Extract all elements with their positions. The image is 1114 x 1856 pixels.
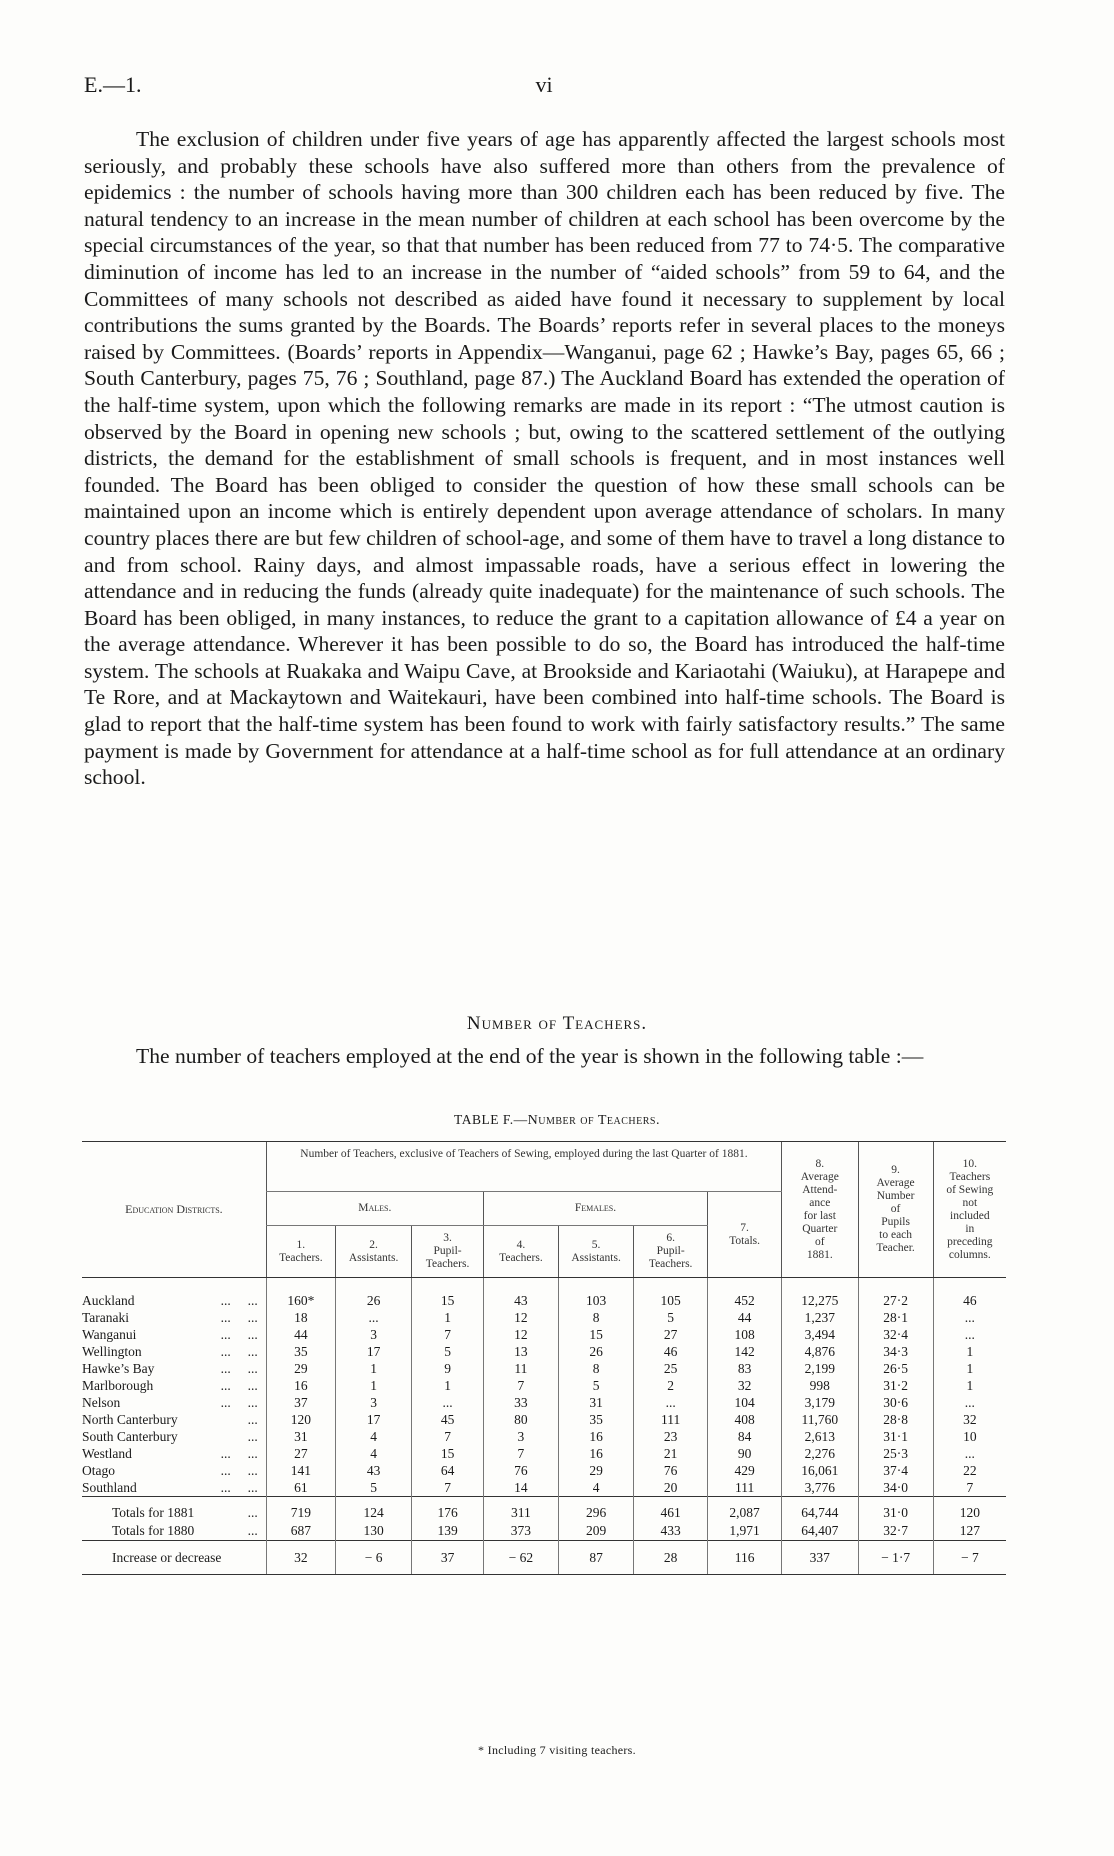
cell-col-10: 120 xyxy=(933,1504,1006,1522)
body-paragraph: The exclusion of children under five years of age has apparently affected the largest schools most seriously, and probably these schools have also suffered more than others from the prevalence of epidemics : the number of schools having more than 300 children each has been reduced by five. The natural tendency to an increase in the mean number of children at each school has been overcome by the special circumstances of the year, so that that number has been reduced from 77 to 74·5. The comparative diminution of income has led to an increase in the number of “aided schools” from 59 to 64, and the Committees of many schools not described as aided have found it necessary to supplement by local contributions the sums granted by the Boards. The Boards’ reports refer in several places to the moneys raised by Committees. (Boards’ reports in Appendix—Wanganui, page 62 ; Hawke’s Bay, pages 65, 66 ; South Canterbury, pages 75, 76 ; Southland, page 87.) The Auckland Board has extended the operation of the half-time system, upon which the following remarks are made in its report : “The utmost caution is observed by the Board in opening new schools ; but, owing to the scattered settlement of the outlying districts, the demand for the establishment of small schools is frequent, and in most instances well founded. The Board has been obliged to consider the question of how these small schools can be maintained upon an income which is entirely dependent upon average attendance of scholars. In many country places there are but few children of school-age, and some of them have to travel a long distance to and from school. Rainy days, and almost impassable roads, have a serious effect in lowering the attendance and in reducing the funds (already quite inadequate) for the maintenance of such schools. The Board has been obliged, in many instances, to reduce the grant to a capitation allowance of £4 a year on the average attendance. Wherever it has been possible to do so, the Board has introduced the half-time system. The schools at Ruakaka and Waipu Cave, at Brookside and Kariaotahi (Waiuku), at Harapepe and Te Rore, and at Mackaytown and Waitekauri, have been combined into half-time schools. The Board is glad to report that the half-time system has been found to work with fairly satisfactory results.” The same payment is made by Government for attendance at a half-time school as for full attendance at an ordinary school. xyxy=(84,127,1005,790)
header-line: of xyxy=(815,1235,825,1248)
cell-col-9: 37·4 xyxy=(858,1462,933,1479)
cell-col-8: 12,275 xyxy=(782,1292,858,1309)
cell-col-8: 2,613 xyxy=(782,1428,858,1445)
cell-col-2: 130 xyxy=(335,1522,411,1541)
cell-col-3: 176 xyxy=(412,1504,484,1522)
district-row xyxy=(82,1326,1006,1343)
cell-col-4: 76 xyxy=(483,1462,558,1479)
header-col-5 xyxy=(559,1226,634,1278)
district-label: Increase or decrease xyxy=(112,1550,222,1565)
cell-col-5: 15 xyxy=(559,1326,634,1343)
cell-col-3: 1 xyxy=(412,1309,484,1326)
header-line: Average xyxy=(876,1177,915,1189)
cell-col-7: 32 xyxy=(708,1377,782,1394)
cell-col-1: 719 xyxy=(266,1504,335,1522)
cell-col-4: 14 xyxy=(483,1479,558,1497)
header-districts: Education Districts. xyxy=(82,1142,266,1278)
header-col-3 xyxy=(412,1226,484,1278)
cell-col-3: 45 xyxy=(412,1411,484,1428)
cell-col-4: 311 xyxy=(483,1504,558,1522)
cell-col-5: 4 xyxy=(559,1479,634,1497)
header-line: ance xyxy=(809,1196,831,1209)
cell-col-8: 3,494 xyxy=(782,1326,858,1343)
cell-col-4: 33 xyxy=(483,1394,558,1411)
header-col-6 xyxy=(634,1226,708,1278)
header-line: preceding xyxy=(947,1235,993,1248)
cell-col-2: 43 xyxy=(335,1462,411,1479)
cell-col-10: 127 xyxy=(933,1522,1006,1541)
header-line: Teachers. xyxy=(648,1258,693,1270)
teachers-table xyxy=(82,1141,1006,1575)
cell-col-3: 139 xyxy=(412,1522,484,1541)
cell-col-5: 16 xyxy=(559,1428,634,1445)
page-number: vi xyxy=(535,72,553,97)
district-label: Totals for 1881 xyxy=(112,1505,195,1520)
cell-col-2: 3 xyxy=(335,1394,411,1411)
cell-col-7: 44 xyxy=(708,1309,782,1326)
cell-col-6: 21 xyxy=(634,1445,708,1462)
leader-dots: ... ... xyxy=(220,1479,258,1495)
cell-col-5: 296 xyxy=(559,1504,634,1522)
cell-col-6: 27 xyxy=(634,1326,708,1343)
cell-col-1: 29 xyxy=(266,1360,335,1377)
district-label: Totals for 1880 xyxy=(112,1523,195,1538)
cell-col-8: 64,744 xyxy=(782,1504,858,1522)
header-line: Pupils xyxy=(881,1216,910,1228)
leader-dots: ... ... xyxy=(220,1292,258,1308)
district-name xyxy=(82,1360,266,1377)
district-row xyxy=(82,1377,1006,1394)
cell-col-8: 11,760 xyxy=(782,1411,858,1428)
cell-col-2: 17 xyxy=(335,1343,411,1360)
cell-col-5: 8 xyxy=(559,1309,634,1326)
cell-col-8: 3,776 xyxy=(782,1479,858,1497)
cell-col-8: 1,237 xyxy=(782,1309,858,1326)
cell-col-5: 26 xyxy=(559,1343,634,1360)
cell-col-3: 15 xyxy=(412,1445,484,1462)
cell-col-10: 46 xyxy=(933,1292,1006,1309)
cell-col-6: 46 xyxy=(634,1343,708,1360)
header-line: not xyxy=(962,1196,978,1209)
cell-col-5: 29 xyxy=(559,1462,634,1479)
cell-col-9: 28·8 xyxy=(858,1411,933,1428)
col9-text xyxy=(859,1164,933,1255)
table-header xyxy=(82,1142,1006,1278)
district-label: Auckland xyxy=(82,1292,135,1308)
cell-col-7: 408 xyxy=(708,1411,782,1428)
table-footnote: * Including 7 visiting teachers. xyxy=(478,1743,636,1757)
cell-col-7: 429 xyxy=(708,1462,782,1479)
district-row xyxy=(82,1309,1006,1326)
cell-col-2: 1 xyxy=(335,1377,411,1394)
cell-col-4: 11 xyxy=(483,1360,558,1377)
cell-col-2: 5 xyxy=(335,1479,411,1497)
district-row xyxy=(82,1462,1006,1479)
cell-col-9: 28·1 xyxy=(858,1309,933,1326)
district-name xyxy=(82,1504,266,1522)
separator-row xyxy=(82,1496,1006,1504)
leader-dots: ... ... xyxy=(220,1462,258,1478)
cell-col-2: 26 xyxy=(335,1292,411,1309)
teachers-table-wrap xyxy=(82,1141,1006,1575)
header-group: Number of Teachers, exclusive of Teachers of Sewing, employed during the last Quarter of 1881. xyxy=(266,1142,781,1192)
page-header xyxy=(84,72,1004,102)
district-row xyxy=(82,1445,1006,1462)
district-name xyxy=(82,1479,266,1497)
cell-col-3: 5 xyxy=(412,1343,484,1360)
cell-col-9: 31·1 xyxy=(858,1428,933,1445)
cell-col-6: 28 xyxy=(634,1541,708,1575)
cell-col-8: 16,061 xyxy=(782,1462,858,1479)
district-row xyxy=(82,1479,1006,1497)
cell-col-1: 120 xyxy=(266,1411,335,1428)
cell-col-5: 87 xyxy=(559,1541,634,1575)
cell-col-5: 31 xyxy=(559,1394,634,1411)
cell-col-6: 433 xyxy=(634,1522,708,1541)
district-name xyxy=(82,1522,266,1541)
header-line: 7. xyxy=(740,1221,749,1234)
cell-col-1: 37 xyxy=(266,1394,335,1411)
header-line: 5. xyxy=(591,1238,601,1251)
header-col-7 xyxy=(708,1192,782,1278)
header-females: Females. xyxy=(483,1192,707,1226)
district-name xyxy=(82,1411,266,1428)
cell-col-4: 43 xyxy=(483,1292,558,1309)
cell-col-1: 141 xyxy=(266,1462,335,1479)
cell-col-2: 1 xyxy=(335,1360,411,1377)
section-title: Number of Teachers. xyxy=(466,1013,648,1034)
cell-col-10: 7 xyxy=(933,1479,1006,1497)
leader-dots: ... xyxy=(247,1428,258,1444)
district-row xyxy=(82,1428,1006,1445)
cell-col-1: 18 xyxy=(266,1309,335,1326)
change-row xyxy=(82,1541,1006,1575)
district-row xyxy=(82,1394,1006,1411)
table-body xyxy=(82,1278,1006,1575)
cell-col-7: 83 xyxy=(708,1360,782,1377)
leader-dots: ... ... xyxy=(220,1377,258,1393)
cell-col-9: 31·0 xyxy=(858,1504,933,1522)
cell-col-6: 25 xyxy=(634,1360,708,1377)
cell-col-4: 12 xyxy=(483,1326,558,1343)
header-line: Attend- xyxy=(802,1183,838,1196)
cell-col-2: 124 xyxy=(335,1504,411,1522)
district-label: South Canterbury xyxy=(82,1428,178,1444)
header-col-8 xyxy=(782,1142,858,1278)
header-line: Teachers. xyxy=(425,1258,470,1270)
cell-col-6: 105 xyxy=(634,1292,708,1309)
cell-col-10: 1 xyxy=(933,1360,1006,1377)
leader-dots: ... xyxy=(247,1411,258,1427)
col8-text xyxy=(782,1158,857,1262)
leader-dots: ... ... xyxy=(220,1445,258,1461)
cell-col-10: 10 xyxy=(933,1428,1006,1445)
cell-col-7: 2,087 xyxy=(708,1504,782,1522)
header-line: 10. xyxy=(962,1157,978,1170)
cell-col-5: 16 xyxy=(559,1445,634,1462)
header-line: 3. xyxy=(443,1232,452,1244)
cell-col-2: 4 xyxy=(335,1445,411,1462)
col2-text xyxy=(336,1239,411,1265)
cell-col-1: 16 xyxy=(266,1377,335,1394)
cell-col-10: 1 xyxy=(933,1377,1006,1394)
col5-text xyxy=(559,1239,633,1265)
cell-col-10: 32 xyxy=(933,1411,1006,1428)
district-label: Otago xyxy=(82,1462,115,1478)
cell-col-6: 20 xyxy=(634,1479,708,1497)
cell-col-9: 32·7 xyxy=(858,1522,933,1541)
cell-col-7: 111 xyxy=(708,1479,782,1497)
cell-col-4: 373 xyxy=(483,1522,558,1541)
cell-col-8: 337 xyxy=(782,1541,858,1575)
header-line: 1. xyxy=(296,1238,306,1251)
cell-col-5: 8 xyxy=(559,1360,634,1377)
table-caption-title: Number of Teachers. xyxy=(527,1113,660,1128)
leader-dots: ... ... xyxy=(220,1360,258,1376)
header-line: 2. xyxy=(369,1238,378,1251)
district-label: Wellington xyxy=(82,1343,142,1359)
cell-col-8: 4,876 xyxy=(782,1343,858,1360)
cell-col-8: 3,179 xyxy=(782,1394,858,1411)
cell-col-7: 1,971 xyxy=(708,1522,782,1541)
header-males: Males. xyxy=(266,1192,483,1226)
district-label: Hawke’s Bay xyxy=(82,1360,155,1376)
district-row xyxy=(82,1292,1006,1309)
cell-col-1: 44 xyxy=(266,1326,335,1343)
cell-col-3: 64 xyxy=(412,1462,484,1479)
cell-col-4: − 62 xyxy=(483,1541,558,1575)
cell-col-8: 2,199 xyxy=(782,1360,858,1377)
leader-dots: ... ... xyxy=(220,1394,258,1410)
header-line: Pupil- xyxy=(433,1245,462,1257)
cell-col-10: 22 xyxy=(933,1462,1006,1479)
cell-col-4: 7 xyxy=(483,1377,558,1394)
cell-col-6: 5 xyxy=(634,1309,708,1326)
cell-col-4: 7 xyxy=(483,1445,558,1462)
header-line: for last xyxy=(803,1209,836,1222)
cell-col-8: 2,276 xyxy=(782,1445,858,1462)
header-col-4 xyxy=(483,1226,558,1278)
header-line: 8. xyxy=(815,1157,825,1170)
district-label: Nelson xyxy=(82,1394,121,1410)
cell-col-10: 1 xyxy=(933,1343,1006,1360)
header-line: of xyxy=(890,1203,901,1215)
cell-col-7: 452 xyxy=(708,1292,782,1309)
cell-col-1: 35 xyxy=(266,1343,335,1360)
district-label: North Canterbury xyxy=(82,1411,178,1427)
cell-col-1: 687 xyxy=(266,1522,335,1541)
district-row xyxy=(82,1411,1006,1428)
header-line: 9. xyxy=(891,1164,900,1176)
cell-col-2: ... xyxy=(335,1309,411,1326)
header-line: included xyxy=(950,1209,990,1222)
cell-col-9: 25·3 xyxy=(858,1445,933,1462)
cell-col-4: 13 xyxy=(483,1343,558,1360)
cell-col-9: 26·5 xyxy=(858,1360,933,1377)
header-line: Teachers. xyxy=(279,1251,323,1264)
header-line: to each xyxy=(879,1229,913,1241)
header-line: Teachers xyxy=(949,1170,991,1183)
district-row xyxy=(82,1360,1006,1377)
col1-text xyxy=(267,1239,335,1265)
leader-dots: ... ... xyxy=(220,1326,258,1342)
cell-col-6: 461 xyxy=(634,1504,708,1522)
header-line: Assistants. xyxy=(348,1251,399,1264)
cell-col-3: 9 xyxy=(412,1360,484,1377)
leader-dots: ... ... xyxy=(220,1309,258,1325)
header-col-1 xyxy=(266,1226,335,1278)
cell-col-8: 64,407 xyxy=(782,1522,858,1541)
cell-col-5: 35 xyxy=(559,1411,634,1428)
cell-col-7: 90 xyxy=(708,1445,782,1462)
cell-col-5: 103 xyxy=(559,1292,634,1309)
cell-col-10: ... xyxy=(933,1326,1006,1343)
header-col-2 xyxy=(335,1226,411,1278)
header-line: Pupil- xyxy=(656,1245,685,1257)
cell-col-9: − 1·7 xyxy=(858,1541,933,1575)
district-label: Taranaki xyxy=(82,1309,130,1325)
cell-col-3: 7 xyxy=(412,1428,484,1445)
cell-col-10: − 7 xyxy=(933,1541,1006,1575)
cell-col-5: 5 xyxy=(559,1377,634,1394)
cell-col-7: 108 xyxy=(708,1326,782,1343)
cell-col-2: 17 xyxy=(335,1411,411,1428)
cell-col-10: ... xyxy=(933,1445,1006,1462)
district-name xyxy=(82,1445,266,1462)
district-row xyxy=(82,1343,1006,1360)
cell-col-6: 111 xyxy=(634,1411,708,1428)
header-line: Assistants. xyxy=(571,1251,621,1264)
district-name xyxy=(82,1343,266,1360)
cell-col-9: 34·3 xyxy=(858,1343,933,1360)
cell-col-3: 1 xyxy=(412,1377,484,1394)
cell-col-3: 15 xyxy=(412,1292,484,1309)
cell-col-6: 2 xyxy=(634,1377,708,1394)
cell-col-9: 32·4 xyxy=(858,1326,933,1343)
cell-col-9: 31·2 xyxy=(858,1377,933,1394)
cell-col-4: 3 xyxy=(483,1428,558,1445)
table-caption xyxy=(0,1112,1114,1129)
cell-col-10: ... xyxy=(933,1394,1006,1411)
district-name xyxy=(82,1462,266,1479)
col3-text xyxy=(412,1232,483,1271)
leader-dots: ... xyxy=(247,1505,258,1520)
cell-col-3: 7 xyxy=(412,1326,484,1343)
cell-col-10: ... xyxy=(933,1309,1006,1326)
cell-col-1: 27 xyxy=(266,1445,335,1462)
header-col-9 xyxy=(858,1142,933,1278)
header-col-10 xyxy=(933,1142,1006,1278)
header-line: Teacher. xyxy=(876,1242,915,1254)
cell-col-1: 61 xyxy=(266,1479,335,1497)
col6-text xyxy=(634,1232,707,1271)
cell-col-2: 3 xyxy=(335,1326,411,1343)
cell-col-5: 209 xyxy=(559,1522,634,1541)
district-name xyxy=(82,1541,266,1575)
header-line: columns. xyxy=(948,1248,991,1261)
header-line: Number xyxy=(876,1190,915,1202)
cell-col-7: 142 xyxy=(708,1343,782,1360)
table-caption-prefix: TABLE F.— xyxy=(454,1112,528,1127)
district-label: Westland xyxy=(82,1445,132,1461)
totals-row xyxy=(82,1504,1006,1522)
cell-col-9: 27·2 xyxy=(858,1292,933,1309)
cell-col-1: 32 xyxy=(266,1541,335,1575)
cell-col-8: 998 xyxy=(782,1377,858,1394)
cell-col-4: 12 xyxy=(483,1309,558,1326)
header-line: of Sewing xyxy=(946,1183,994,1196)
leader-dots: ... ... xyxy=(220,1343,258,1359)
cell-col-2: 4 xyxy=(335,1428,411,1445)
report-code: E.—1. xyxy=(84,72,142,97)
district-label: Marlborough xyxy=(82,1377,154,1393)
header-line: Teachers. xyxy=(499,1251,543,1264)
cell-col-4: 80 xyxy=(483,1411,558,1428)
cell-col-2: − 6 xyxy=(335,1541,411,1575)
header-line: Totals. xyxy=(729,1234,761,1247)
cell-col-7: 84 xyxy=(708,1428,782,1445)
col7-text xyxy=(708,1222,781,1248)
cell-col-9: 34·0 xyxy=(858,1479,933,1497)
cell-col-3: 7 xyxy=(412,1479,484,1497)
intro-paragraph: The number of teachers employed at the end of the year is shown in the following table :— xyxy=(136,1044,924,1068)
cell-col-7: 116 xyxy=(708,1541,782,1575)
cell-col-1: 31 xyxy=(266,1428,335,1445)
cell-col-9: 30·6 xyxy=(858,1394,933,1411)
cell-col-6: 23 xyxy=(634,1428,708,1445)
district-name xyxy=(82,1292,266,1309)
header-line: in xyxy=(965,1222,975,1235)
header-line: 4. xyxy=(516,1238,526,1251)
header-line: 6. xyxy=(666,1232,675,1244)
header-line: Average xyxy=(800,1170,839,1183)
header-line: Quarter xyxy=(802,1222,838,1235)
cell-col-1: 160* xyxy=(266,1292,335,1309)
col4-text xyxy=(484,1239,558,1265)
leader-dots: ... xyxy=(247,1523,258,1538)
cell-col-3: ... xyxy=(412,1394,484,1411)
header-line: 1881. xyxy=(806,1248,833,1261)
district-label: Wanganui xyxy=(82,1326,137,1342)
district-label: Southland xyxy=(82,1479,137,1495)
district-name xyxy=(82,1377,266,1394)
spacer-row xyxy=(82,1278,1006,1292)
cell-col-3: 37 xyxy=(412,1541,484,1575)
district-name xyxy=(82,1394,266,1411)
district-name xyxy=(82,1326,266,1343)
cell-col-7: 104 xyxy=(708,1394,782,1411)
cell-col-6: ... xyxy=(634,1394,708,1411)
totals-row xyxy=(82,1522,1006,1541)
cell-col-6: 76 xyxy=(634,1462,708,1479)
district-name xyxy=(82,1428,266,1445)
col10-text xyxy=(934,1158,1006,1262)
district-name xyxy=(82,1309,266,1326)
